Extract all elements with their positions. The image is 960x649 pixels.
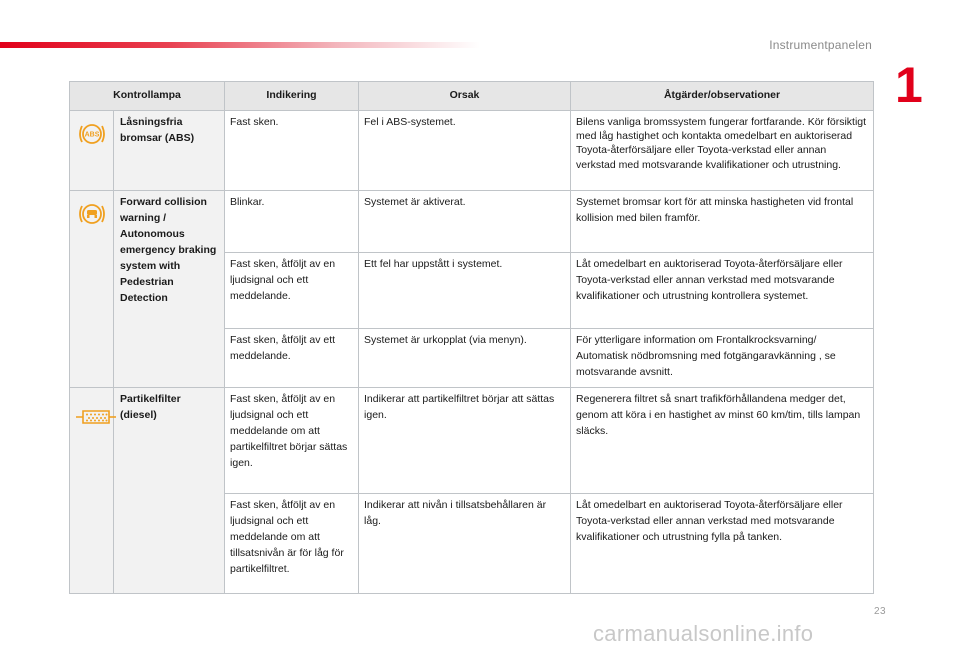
collision-warning-icon xyxy=(77,201,107,227)
watermark-text: carmanualsonline.info xyxy=(593,621,814,646)
header-accent-bar xyxy=(0,42,480,48)
column-header-orsak: Orsak xyxy=(359,82,571,111)
lamp-icon-cell xyxy=(70,387,114,593)
table-row xyxy=(70,191,874,253)
lamp-icon-cell xyxy=(70,191,114,388)
warning-lamp-table xyxy=(69,81,874,594)
particle-filter-icon xyxy=(75,406,117,428)
cause-cell: Indikerar att nivån i tillsatsbehållaren är låg. xyxy=(359,493,571,593)
column-header-kontrollampa: Kontrollampa xyxy=(70,82,225,111)
table-header-row xyxy=(70,82,874,111)
action-cell: Låt omedelbart en auktoriserad Toyota-återförsäljare eller Toyota-verkstad eller annan verkstad med motsvarande kvalifikationer och utrustning kontrollera systemet. xyxy=(571,253,874,329)
cause-cell: Systemet är urkopplat (via menyn). xyxy=(359,329,571,388)
lamp-name: Partikelfilter (diesel) xyxy=(114,387,225,593)
cause-cell: Systemet är aktiverat. xyxy=(359,191,571,253)
abs-warning-icon xyxy=(77,121,107,147)
lamp-name: Forward collision warning / Autonomous emergency braking system with Pedestrian Detection xyxy=(114,191,225,388)
lamp-name: Låsningsfria bromsar (ABS) xyxy=(114,111,225,191)
table-row xyxy=(70,387,874,493)
action-cell: Systemet bromsar kort för att minska hastigheten vid frontal kollision med bilen framför. xyxy=(571,191,874,253)
column-header-indikering: Indikering xyxy=(225,82,359,111)
page-number: 23 xyxy=(874,606,887,617)
indication-cell: Fast sken. xyxy=(225,111,359,191)
svg-text:ABS: ABS xyxy=(84,131,99,139)
indication-cell: Fast sken, åtföljt av ett meddelande. xyxy=(225,329,359,388)
indication-cell: Fast sken, åtföljt av en ljudsignal och ett meddelande om att tillsatsnivån är för låg för partikelfiltret. xyxy=(225,493,359,593)
lamp-icon-cell xyxy=(70,111,114,191)
cause-cell: Fel i ABS-systemet. xyxy=(359,111,571,191)
action-cell: För ytterligare information om Frontalkrocksvarning/ Automatisk nödbromsning med fotgängaravkänning , se motsvarande avsnitt. xyxy=(571,329,874,388)
table-row xyxy=(70,111,874,191)
action-cell: Låt omedelbart en auktoriserad Toyota-återförsäljare eller Toyota-verkstad eller annan verkstad med motsvarande kvalifikationer och utrustning fylla på tanken. xyxy=(571,493,874,593)
section-title: Instrumentpanelen xyxy=(769,38,872,52)
cause-cell: Ett fel har uppstått i systemet. xyxy=(359,253,571,329)
action-cell: Bilens vanliga bromssystem fungerar fortfarande. Kör försiktigt med låg hastighet och kontakta omedelbart en auktoriserad Toyota-återförsäljare eller Toyota-verkstad eller annan verkstad med motsvarande kvalifikationer och utrustning. xyxy=(571,111,874,191)
cause-cell: Indikerar att partikelfiltret börjar att sättas igen. xyxy=(359,387,571,493)
indication-cell: Fast sken, åtföljt av en ljudsignal och ett meddelande om att partikelfiltret börjar sättas igen. xyxy=(225,387,359,493)
indication-cell: Fast sken, åtföljt av en ljudsignal och ett meddelande. xyxy=(225,253,359,329)
indication-cell: Blinkar. xyxy=(225,191,359,253)
chapter-number: 1 xyxy=(895,57,923,113)
action-cell: Regenerera filtret så snart trafikförhållandena medger det, genom att köra i en hastighet av minst 60 km/tim, tills lampan släcks. xyxy=(571,387,874,493)
column-header-atgarder: Åtgärder/observationer xyxy=(571,82,874,111)
